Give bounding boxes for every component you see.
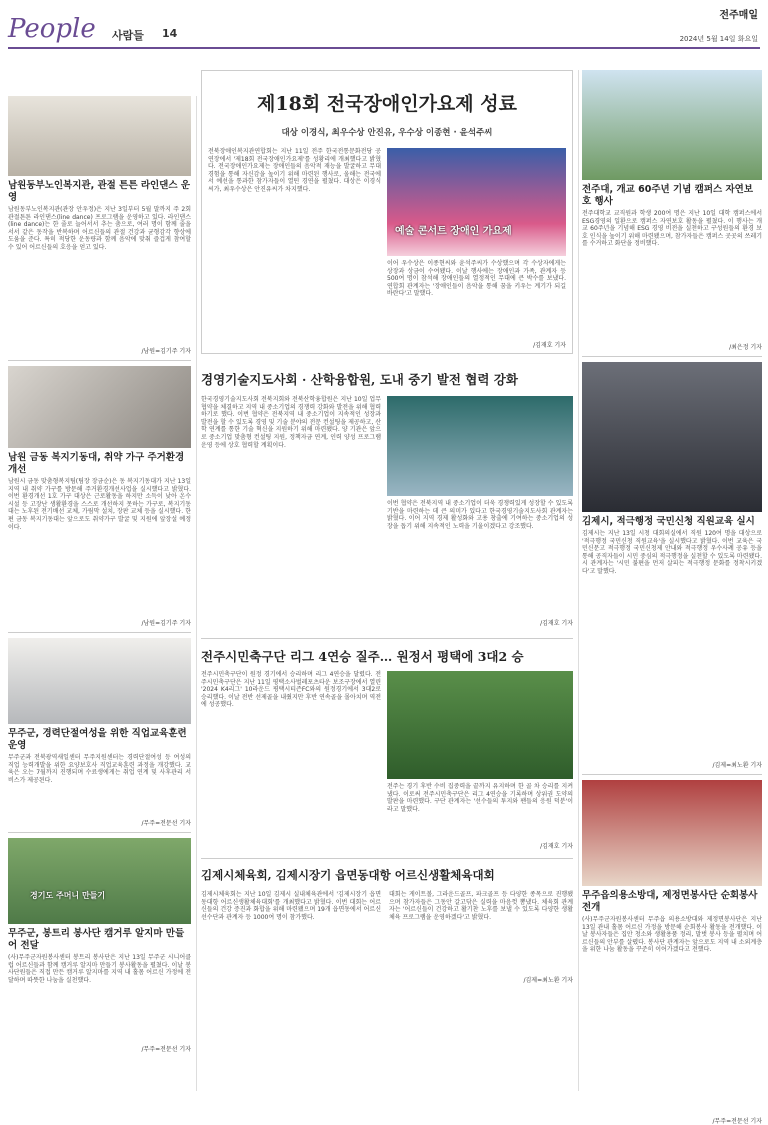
- article-photo: [582, 70, 762, 180]
- photo-caption: 경기도 주머니 만들기: [30, 891, 106, 900]
- article-photo: [8, 638, 191, 724]
- story-body: 대회는 게이트볼, 그라운드골프, 파크골프 등 다양한 종목으로 진행됐으며 참가자들은 그동안 갈고닦은 실력을 마음껏 뽐냈다. 체육회 관계자는 '어르신들이 건강하고 활기찬 노후를 보낼 수 있도록 다양한 생활체육 프로그램을 운영하겠다'고 밝혔다.: [389, 891, 573, 921]
- feature-byline: /김재호 기자: [533, 342, 566, 349]
- article-photo: [8, 366, 191, 448]
- story-body: 전주시민축구단이 원정 경기에서 승리하며 리그 4연승을 달렸다. 전주시민축구단은 지난 11일 평택소사벌레포츠타운 보조구장에서 열린 '2024 K4리그' 10라운드 평택시티즌FC와의 원정경기에서 3대2로 승리했다. 이날 전반 선제골을 내줬지만 후반 연속골을 몰아치며 역전에 성공했다.: [201, 671, 381, 709]
- article-byline: /무주=전문선 기자: [141, 1046, 191, 1053]
- story-body: 이번 협약은 전북지역 내 중소기업이 더욱 경쟁력있게 성장할 수 있도록 기반을 마련하는 데 큰 의미가 있다고 한국경영기술지도사회 관계자는 밝혔다. 이어 지역 경제 활성화와 고용 창출에 기여하는 중소기업의 성장을 돕기 위해 지속적인 노력을 기울이겠다고 강조했다.: [387, 500, 573, 530]
- header-rule: [8, 47, 760, 49]
- story-photo: [387, 671, 573, 779]
- article-body: 남원동부노인복지관(관장 안우정)은 지난 3일부터 5월 말까지 주 2회 관절튼튼 라인댄스(line dance) 프로그램을 운영하고 있다. 라인댄스(line dance)는 한 줄로 늘어서서 추는 춤으로, 여러 명이 함께 줄을 서서 같은 동작을 반복하며 어르신들의 관절 건강과 균형감각 향상에 도움을 준다. 특히 적당한 운동량과 함께 음악에 맞춰 즐겁게 참여할 수 있어 어르신들의 호응을 얻고 있다.: [8, 206, 191, 251]
- article-byline: /남원=김기주 기자: [141, 348, 191, 355]
- page-number: 14: [162, 27, 178, 40]
- article-byline: /최은정 기자: [729, 344, 762, 351]
- article-byline: /김제=최노환 기자: [712, 762, 762, 769]
- article-body: 남원시 금동 맞춤형복지팀(팀장 장금순)은 동 복지기동대가 지난 13일 지역 내 취약 가구를 방문해 주거환경개선사업을 실시했다고 밝혔다. 이번 환경개선 1호 가구 대상은 근로활동을 하지만 소득이 낮아 온수시설 등 고장난 생활환경을 스스로 개선하지 못하는 가구로, 복지기동대는 노후된 전기배선 교체, 가림막 설치, 장판 교체 등을 실시했다. 한편 금동 복지기동대는 앞으로도 취약가구 발굴 및 지원에 앞장설 예정이다.: [8, 478, 191, 531]
- story-photo: [387, 396, 573, 496]
- article-body: 김제시는 지난 13일 시청 대회의실에서 직원 120여 명을 대상으로 '적극행정 국민신청 직원교육'을 실시했다고 밝혔다. 이번 교육은 국민신문고 적극행정 국민신청제 안내와 적극행정 우수사례 공유 등을 통해 공직자들이 시민 중심의 적극행정을 실천할 수 있도록 마련됐다. 시 관계자는 '시민 불편을 먼저 살피는 적극행정 문화를 정착시키겠다'고 말했다.: [582, 530, 762, 575]
- photo-banner-text: 예술 콘서트 장애인 가요제: [395, 226, 512, 237]
- feature-awards: 대상 이경식, 최우수상 안진유, 우수상 이종현 · 윤석주씨: [281, 128, 493, 138]
- article-title: 무주군, 봉트리 봉사단 캠거루 알지마 만들어 전달: [8, 928, 185, 951]
- left-column: [8, 96, 191, 1091]
- article-title: 무주군, 경력단절여성을 위한 직업교육훈련 운영: [8, 728, 187, 751]
- article-body: 무주군과 전북광역새일센터 무주지원센터는 경력단절여성 등 여성의 직업 능력개발을 위한 요양보호사 직업교육훈련 과정을 개강했다. 교육은 오는 7월까지 진행되며 수료생에게는 취업 연계 및 사후관리 서비스가 제공된다.: [8, 754, 191, 784]
- issue-date: 2024년 5월 14일 화요일: [679, 35, 758, 43]
- page-header: [0, 0, 768, 50]
- article-title: 김제시, 적극행정 국민신청 직원교육 실시: [582, 516, 755, 527]
- story-body: 한국경영기술지도사회 전북지회와 전북산학융합원은 지난 10일 업무협약을 체결하고 지역 내 중소기업의 경쟁력 강화와 발전을 위해 협력하기로 했다. 이번 협약은 전북지역 내 중소기업이 지속적인 성장과 발전을 할 수 있도록 경영 및 기술 분야의 전문 컨설팅을 제공하고, 산학 연계를 통한 기술 혁신을 지원하기 위해 마련됐다. 양 기관은 앞으로 중소기업 맞춤형 컨설팅 지원, 정책자금 연계, 인력 양성 프로그램 운영 등에 상호 협력할 계획이다.: [201, 396, 381, 449]
- article-title: 남원 금동 복지기동대, 취약 가구 주거환경개선: [8, 452, 185, 475]
- story-byline: /김제=최노환 기자: [523, 977, 573, 984]
- article-byline: /남원=김기주 기자: [141, 620, 191, 627]
- section-subtitle: 사람들: [112, 29, 144, 42]
- article-photo: [582, 362, 762, 512]
- feature-body: 이어 우수상은 이종현씨와 윤석주씨가 수상했으며 각 수상자에게는 상장과 상금이 수여됐다. 이날 행사에는 장애인과 가족, 관계자 등 500여 명이 참석해 장애인들의 열정적인 무대에 큰 박수를 보냈다. 연합회 관계자는 '장애인들이 음악을 통해 꿈을 키우는 계기가 되길 바란다'고 말했다.: [387, 260, 566, 298]
- newspaper-name: 전주매일: [719, 10, 758, 21]
- article-body: 전주대학교 교직원과 학생 200여 명은 지난 10일 대학 캠퍼스에서 ESG경영의 일환으로 캠퍼스 자연보호 활동을 펼쳤다. 이 행사는 개교 60주년을 기념해 ESG 경영 비전을 실천하고 구성원들의 환경 보호 인식을 높이기 위해 마련됐으며, 참가자들은 캠퍼스 곳곳의 쓰레기를 수거하고 화단을 정비했다.: [582, 210, 762, 248]
- article-body: (사)무주군자원봉사센터 무주읍 의용소방대와 제정면봉사단은 지난 13일 관내 홀몸 어르신 가정을 방문해 순회봉사 활동을 전개했다. 이날 봉사자들은 집안 청소와 생활용품 정리, 말벗 봉사 등을 펼치며 어르신들의 안부를 살폈다. 봉사단 관계자는 앞으로도 지역 내 소외계층을 위한 나눔 활동을 꾸준히 이어가겠다고 전했다.: [582, 916, 762, 954]
- center-column: [201, 70, 573, 1092]
- article-photo: [8, 838, 191, 924]
- article-byline: /무주=전문선 기자: [712, 1118, 762, 1125]
- story-byline: /김재호 기자: [540, 620, 573, 627]
- section-title: People: [8, 14, 96, 44]
- feature-body: 전북장애인복지관연합회는 지난 11일 전주 한국전통문화전당 공연장에서 '제18회 전국장애인가요제'를 성황리에 개최했다고 밝혔다. 전국장애인가요제는 장애인들의 음악적 재능을 발굴하고 무대 경험을 통해 자신감을 높이기 위해 마련된 행사로, 올해는 전국에서 예선을 통과한 참가자들이 열띤 경연을 펼쳤다. 대상은 이경식씨가, 최우수상은 안진유씨가 차지했다.: [208, 148, 382, 193]
- feature-photo: [387, 148, 566, 256]
- article-title: 무주읍의용소방대, 제정면봉사단 순회봉사 전개: [582, 890, 758, 913]
- right-column: [582, 70, 762, 1125]
- story-title: 경영기술지도사회 · 산학융합원, 도내 중기 발전 협력 강화: [201, 372, 518, 387]
- article-title: 남원동부노인복지관, 관절 튼튼 라인댄스 운영: [8, 180, 191, 203]
- feature-box: [201, 70, 573, 354]
- article-body: (사)무주군자원봉사센터 봉트리 봉사단은 지난 13일 무주군 시니어클럽 어르신들과 함께 캠거루 알지마 만들기 봉사활동을 펼쳤다. 이날 봉사단원들은 직접 만든 캠거루 알지마를 지역 내 홀몸 어르신 가정에 전달하며 따뜻한 나눔을 실천했다.: [8, 954, 191, 984]
- story-body: 전주는 경기 후반 수비 집중력을 끝까지 유지하며 한 골 차 승리를 지켜냈다. 이로써 전주시민축구단은 리그 4연승을 기록하며 상위권 도약의 발판을 마련했다. 구단 관계자는 '선수들의 투지와 팬들의 응원 덕분'이라고 말했다.: [387, 783, 573, 813]
- article-photo: [8, 96, 191, 176]
- story-title: 전주시민축구단 리그 4연승 질주… 원정서 평택에 3대2 승: [201, 649, 524, 664]
- story-byline: /김재호 기자: [540, 843, 573, 850]
- article-title: 전주대, 개교 60주년 기념 캠퍼스 자연보호 행사: [582, 184, 754, 207]
- feature-title: 제18회 전국장애인가요제 성료: [257, 93, 517, 115]
- article-byline: /무주=전문선 기자: [141, 820, 191, 827]
- story-title: 김제시체육회, 김제시장기 읍면동대항 어르신생활체육대회: [201, 868, 495, 882]
- article-photo: [582, 780, 762, 886]
- story-body: 김제시체육회는 지난 10일 김제시 실내체육관에서 '김제시장기 읍면동대항 어르신생활체육대회'를 개최했다고 밝혔다. 이번 대회는 어르신들의 건강 증진과 화합을 위해 마련됐으며 19개 읍면동에서 어르신 선수단과 관계자 등 1000여 명이 참가했다.: [201, 891, 381, 921]
